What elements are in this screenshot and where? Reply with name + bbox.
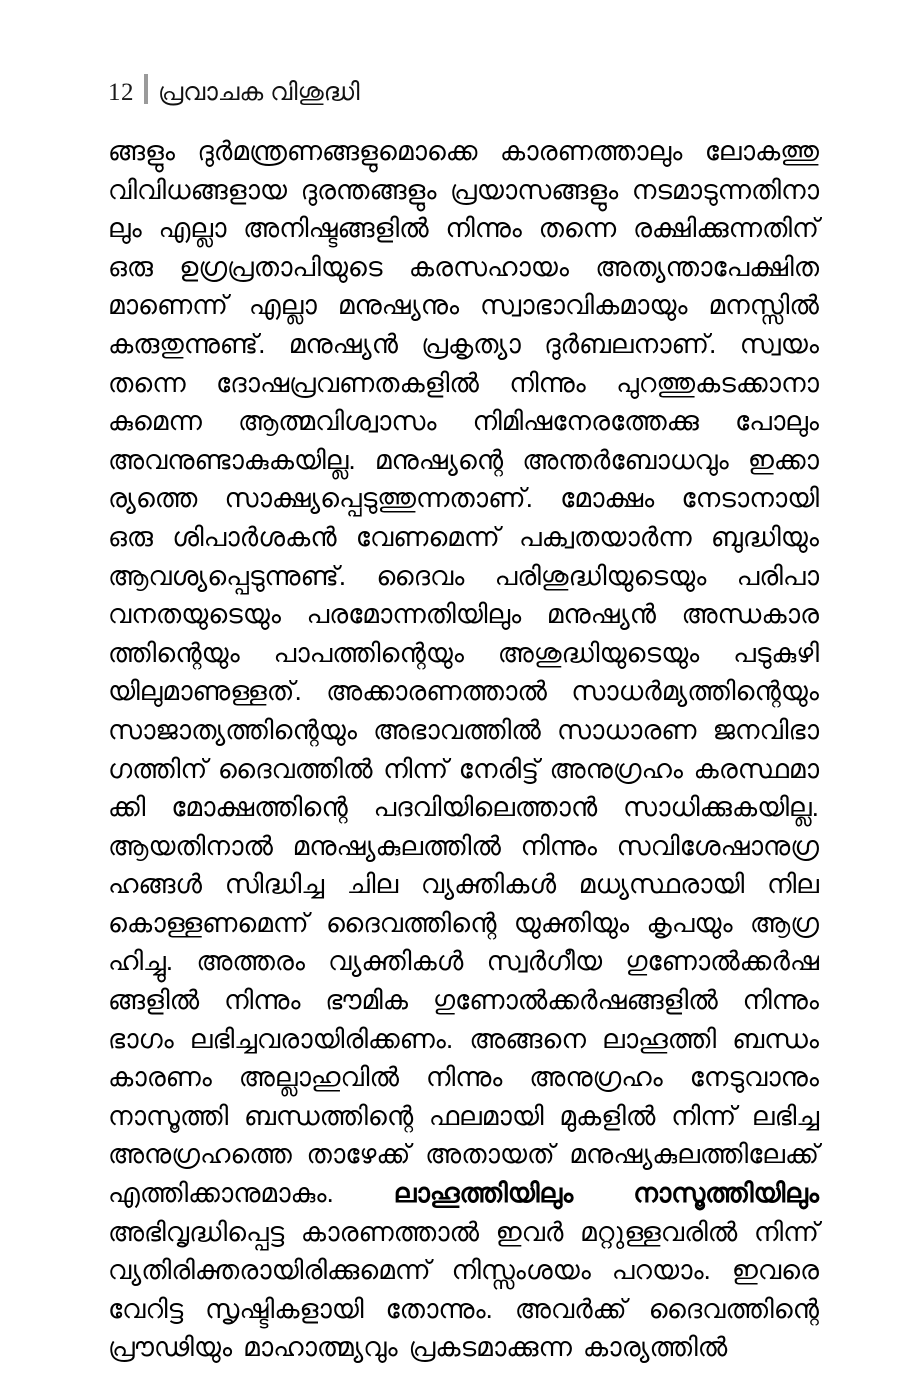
text-word: കാരണത്താലും [499,136,683,166]
text-word: പദവിയിലെത്താന്‍ [373,792,598,823]
text-word: സാജാത്യത്തിന്റെയും [108,714,357,745]
text-word: ലും [108,213,142,244]
text-word: ങ്ങളില്‍ [108,985,200,1016]
emphasised-term: ലാഹൂത്തിയിലും [393,1178,574,1209]
text-word [633,1174,819,1213]
text-word: മോക്ഷത്തിന്റെ [171,792,348,823]
text-word: ദൈവത്തിന്റെ [326,907,497,938]
text-word: ബന്ധത്തിന്റെ [243,1100,414,1131]
text-word: വിവിധങ്ങളായ [108,174,288,205]
book-title: പ്രവാചക വിശുദ്ധി [158,78,360,106]
body-text-block [108,132,819,1367]
text-word: ഉഗ്രപ്രതാപിയുടെ [179,251,383,282]
text-word: തോന്നും. [385,1293,493,1324]
text-line [108,672,819,711]
text-word: നിന്ന് [671,1100,737,1131]
text-word: പറയാം. [611,1255,711,1286]
text-word: ത്തിന്റെയും [108,637,240,668]
text-word: വ്യക്തികള്‍ [420,869,557,900]
text-word: നിന്നും [509,367,586,398]
text-word: സ്വര്‍ഗീയ [486,946,603,977]
text-word: നിന്നും [425,1062,503,1093]
text-line [108,171,819,210]
text-line [108,286,819,325]
text-word: അനുഗ്രഹം [549,753,684,784]
text-word: മോക്ഷം [560,483,655,514]
header-separator-rule [144,74,148,104]
text-line [108,325,819,364]
text-word: നിന്ന് [753,1216,819,1247]
text-word: വനതയുടെയും [108,599,281,630]
text-word: അന്ധകാര [681,599,819,630]
text-word: നേടാനായി [681,483,819,514]
text-line [108,248,819,287]
text-line [108,518,819,557]
text-word: കരുതുന്നുണ്ട്. [108,328,266,359]
text-word: ദൈവം [376,560,465,591]
text-word: അശുദ്ധിയുടെയും [497,637,700,668]
text-word: അങ്ങനെ [469,1023,586,1054]
text-word: പുറത്തുകടക്കാനാ [616,367,819,398]
text-word: ഫലമായി [428,1100,544,1131]
text-word: ദുരന്തങ്ങളും [300,174,437,205]
text-word: സവിശേഷാനുഗ്ര [616,830,819,861]
text-word: അനുഗ്രഹം [529,1062,663,1093]
text-word: കരസഹായം [408,251,569,282]
text-word: അവര്‍ക്ക് [514,1293,627,1324]
text-line [108,402,819,441]
text-word: വ്യക്തികള്‍ [328,946,464,977]
text-word: ദൈവത്തില്‍ [217,753,373,784]
text-word: ആയതിനാല്‍ [108,830,273,861]
text-line [108,711,819,750]
text-word: മറ്റുള്ളവരില്‍ [580,1216,738,1247]
text-word: നിന്നും [520,830,597,861]
text-word: എല്ലാ [248,290,317,321]
text-word: പ്രകടമാക്കുന്ന [408,1332,572,1363]
text-word: മനസ്സില്‍ [708,290,819,321]
text-word: ബന്ധം [732,1023,819,1054]
text-line [108,827,819,866]
text-word: മനുഷ്യന്‍ [288,328,398,359]
text-word: സാധിക്കുകയില്ല. [622,792,819,823]
text-word: സിദ്ധിച്ച [224,869,325,900]
text-word: ദുര്‍ബലനാണ്. [544,328,717,359]
text-word: ഭൗമിക [325,985,409,1016]
text-line [108,595,819,634]
text-word: ജനവിഭാ [712,714,819,745]
text-word: സ്വാഭാവികമായും [480,290,688,321]
text-word: താഴേക്ക് [306,1139,411,1170]
text-word: ദുര്‍മന്ത്രണങ്ങളുമൊക്കെ [197,136,478,166]
text-word: കുമെന്ന [108,406,202,437]
text-word: എത്തിക്കാനുമാകും. [108,1178,334,1209]
running-head [108,70,360,105]
text-word: വേറിട്ട [108,1293,184,1324]
text-word: അക്കാരണത്താല്‍ [326,676,547,707]
text-word: കാരണത്താല്‍ [300,1216,480,1247]
text-word: സാക്ഷ്യപ്പെടുത്തുന്നതാണ്. [224,483,533,514]
text-line [108,1328,819,1367]
text-word: നാസൂത്തി [108,1100,229,1131]
text-word: അഭാവത്തില്‍ [373,714,541,745]
text-word: ആവശ്യപ്പെടുന്നുണ്ട്. [108,560,347,591]
text-word: പരമോന്നതിയിലും [306,599,522,630]
text-word: മാണെന്ന് [108,290,228,321]
text-word: അനിഷ്ടങ്ങളില്‍ [243,213,429,244]
text-word: മനുഷ്യനും [337,290,460,321]
text-word: നേടുവാനും [689,1062,819,1093]
text-word: പ്രകൃത്യാ [421,328,521,359]
text-word: ലോകത്തു [704,136,819,166]
text-word: കാര്യത്തില്‍ [582,1332,728,1363]
text-word: രക്ഷിക്കുന്നതിന് [632,213,819,244]
text-word: ദൈവത്തിന്റെ [648,1293,819,1324]
text-word: ര്യത്തെ [108,483,198,514]
text-line [108,1213,819,1252]
text-word: ഒരു [108,251,153,282]
text-word: സാധര്‍മ്യത്തിന്റെയും [571,676,819,707]
text-word: നടമാടുന്നതിനാ [631,174,819,205]
text-word: നില [766,869,819,900]
text-word: അത്യന്താപേക്ഷിത [595,251,819,282]
text-line [108,1290,819,1329]
text-word: അനുഗ്രഹത്തെ [108,1139,292,1170]
text-word: ങ്ങളും [108,136,175,166]
text-line [108,634,819,673]
text-line [108,1058,819,1097]
text-line [108,788,819,827]
text-word: മുകളില്‍ [559,1100,656,1131]
text-word: ലഭിച്ച [751,1100,819,1131]
text-line [108,479,819,518]
text-line [108,1174,819,1213]
text-word: കാരണം [108,1062,212,1093]
text-word: ലഭിച്ചവരായിരിക്കണം. [189,1023,454,1054]
text-word: പാപത്തിന്റെയും [273,637,464,668]
text-word: മനുഷ്യന്റെ [374,444,504,475]
text-word: നിസ്സംശയം [451,1255,591,1286]
text-word: പ്രൗഢിയും [108,1332,233,1363]
text-line [108,942,819,981]
text-word: സ്വയം [739,328,819,359]
text-line [108,132,819,171]
text-word: ബുദ്ധിയും [710,521,819,552]
text-word: മനുഷ്യകുലത്തില്‍ [292,830,501,861]
text-word: നിന്നും [223,985,301,1016]
text-word: മനുഷ്യകുലത്തിലേക്ക് [569,1139,819,1170]
text-word: മാഹാത്മ്യവും [243,1332,398,1363]
text-line [108,1020,819,1059]
emphasised-term: നാസൂത്തിയിലും [633,1178,819,1209]
text-word: ഭാഗം [108,1023,174,1054]
text-word: പരിശുദ്ധിയുടെയും [494,560,707,591]
text-word: കൊള്ളണമെന്ന് [108,907,309,938]
text-word: നേരിട്ട് [458,753,540,784]
text-word: കരസ്ഥമാ [693,753,819,784]
text-line [108,557,819,596]
text-line [108,441,819,480]
text-word: സാധാരണ [556,714,697,745]
text-word: നിന്നും [742,985,819,1016]
text-word: നിമിഷനേരത്തേക്കു [472,406,699,437]
text-word: തന്നെ [538,213,617,244]
text-word: അഭിവൃദ്ധിപ്പെട്ട [108,1216,285,1247]
text-word: ഗുണോല്‍ക്കര്‍ഷ [625,946,819,977]
text-word: പ്രയാസങ്ങളും [450,174,619,205]
text-word: ആഗ്ര [749,907,819,938]
text-word: സൃഷ്ടികളായി [205,1293,364,1324]
text-word: ലാഹൂത്തി [602,1023,717,1054]
text-word: മധ്യസ്ഥരായി [578,869,745,900]
text-word: ആത്മവിശ്വാസം [237,406,437,437]
text-word: ഇവര്‍ [495,1216,564,1247]
text-word: അന്തര്‍ബോധവും [522,444,729,475]
text-word: നിന്ന് [383,753,449,784]
text-line [108,904,819,943]
text-word: വ്യതിരിക്തരായിരിക്കുമെന്ന് [108,1255,431,1286]
text-word: മനുഷ്യന്‍ [546,599,657,630]
text-word [394,1174,574,1213]
page-number: 12 [108,79,134,106]
text-word: എല്ലാ [158,213,227,244]
text-word: പോലും [734,406,819,437]
text-line [108,209,819,248]
text-word: യുക്തിയും [513,907,630,938]
text-word: ഇവരെ [731,1255,819,1286]
text-word: ദോഷപ്രവണതകളില്‍ [215,367,479,398]
text-word: അതായത് [425,1139,555,1170]
text-word: അല്ലാഹുവില്‍ [238,1062,400,1093]
text-word: പരിപാ [736,560,819,591]
text-line [108,865,819,904]
text-word: ചില [346,869,399,900]
text-line [108,750,819,789]
text-word: ക്കി [108,792,146,823]
text-word: ഇക്കാ [747,444,819,475]
text-line [108,364,819,403]
text-word: പടുകുഴി [733,637,819,668]
text-word: ഹങ്ങള്‍ [108,869,202,900]
text-word: പക്വതയാര്‍ന്ന [518,521,692,552]
text-word: ഗുണോല്‍ക്കര്‍ഷങ്ങളില്‍ [432,985,718,1016]
text-word: യിലുമാണുള്ളത്. [108,676,302,707]
text-word: ഹിച്ചു. [108,946,174,977]
text-word: ഒരു [108,521,153,552]
text-line [108,1097,819,1136]
text-line [108,981,819,1020]
text-word: ഗത്തിന് [108,753,208,784]
text-word: വേണമെന്ന് [355,521,500,552]
text-line [108,1135,819,1174]
text-word: കൃപയും [646,907,733,938]
text-word: നിന്നും [445,213,522,244]
text-line [108,1251,819,1290]
text-word: ശിപാര്‍ശകന്‍ [172,521,337,552]
text-word: അത്തരം [196,946,305,977]
text-word: തന്നെ [108,367,186,398]
text-word: അവനുണ്ടാകുകയില്ല. [108,444,356,475]
